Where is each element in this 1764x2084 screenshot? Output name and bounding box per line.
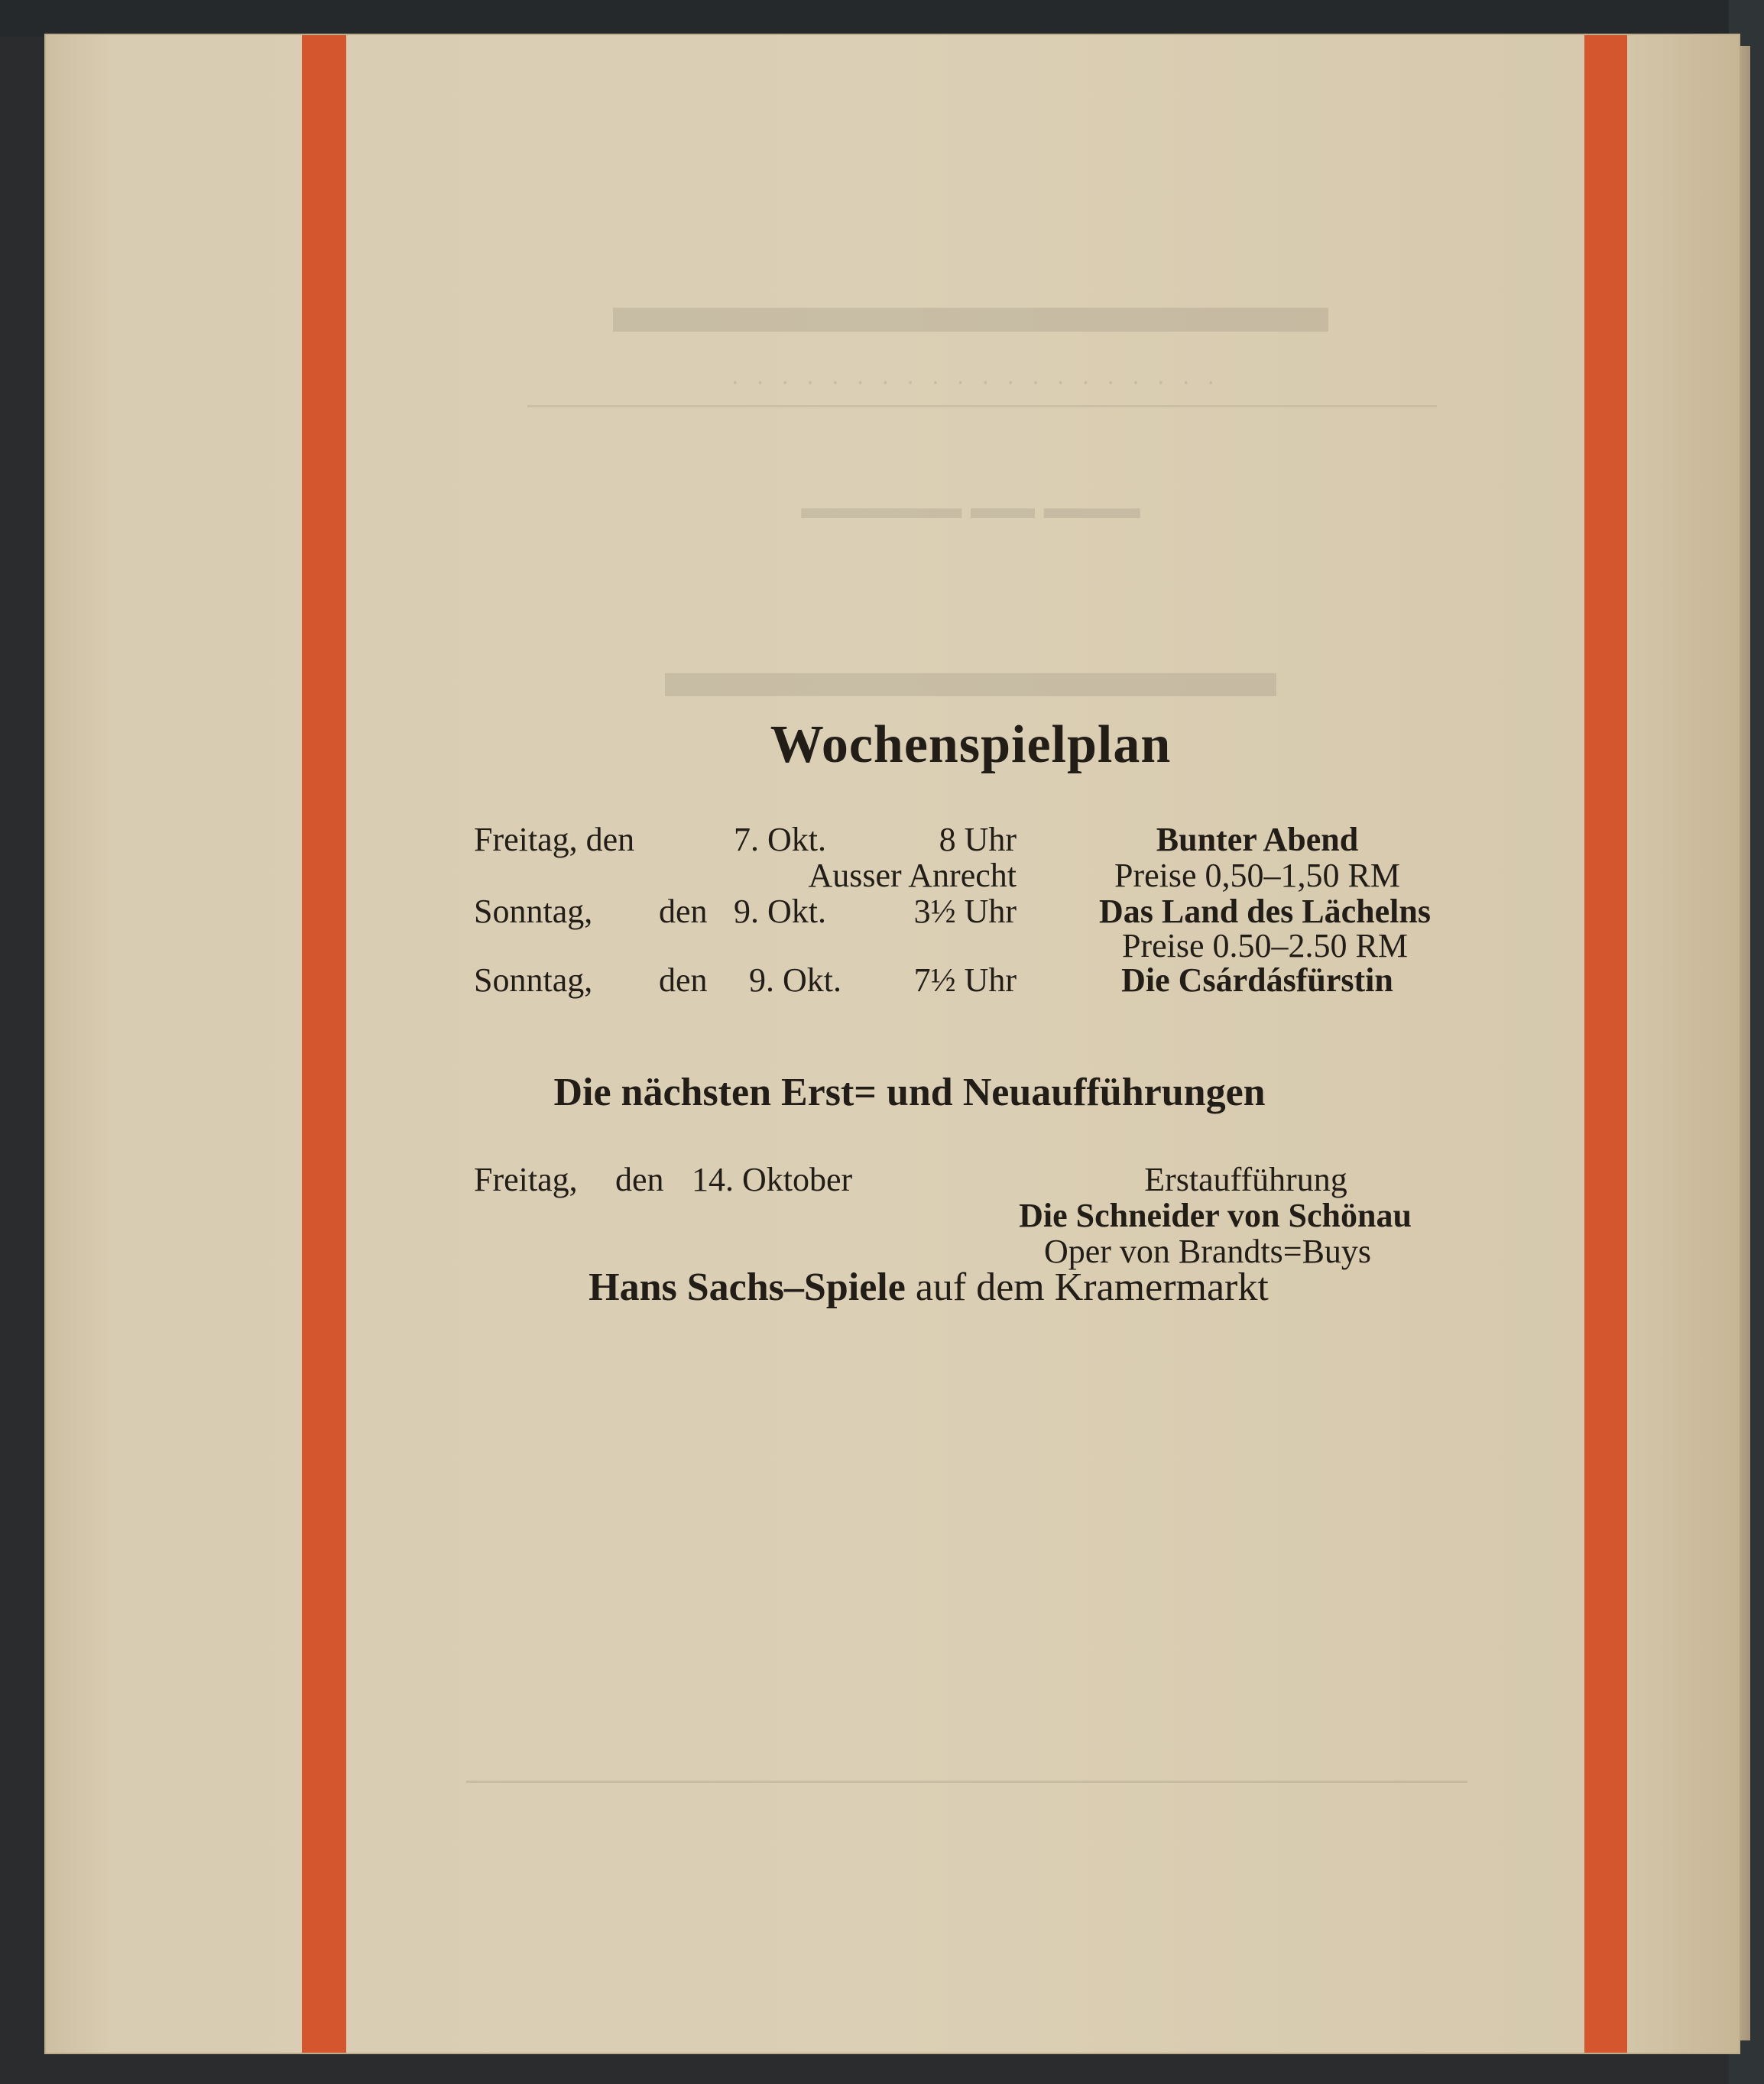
schedule-time: 7½ Uhr	[913, 961, 1017, 999]
schedule-title: Bunter Abend	[1156, 821, 1359, 858]
schedule-date: 9. Okt.	[749, 961, 841, 999]
schedule-time: 8 Uhr	[939, 821, 1017, 858]
schedule-den: den	[659, 961, 708, 999]
schedule-title: Die Csárdásfürstin	[1121, 961, 1393, 999]
schedule-title: Das Land des Lächelns	[1098, 893, 1431, 930]
page-title: Wochenspielplan	[770, 715, 1172, 774]
premiere-day: Freitag,	[474, 1161, 578, 1198]
premiere-date: 14. Oktober	[692, 1161, 853, 1198]
premiere-composer: Oper von Brandts=Buys	[1043, 1233, 1372, 1270]
premiere-title: Die Schneider von Schönau	[1019, 1197, 1412, 1234]
premiere-type: Erstaufführung	[1144, 1161, 1347, 1198]
schedule-prices: Preise 0.50–2.50 RM	[1122, 927, 1408, 964]
closing-rest: auf dem Kramermarkt	[915, 1266, 1269, 1309]
section-heading: Die nächsten Erst= und Neuaufführungen	[553, 1071, 1266, 1114]
schedule-day: Sonntag,	[474, 893, 593, 930]
schedule-note: Ausser Anrecht	[808, 857, 1017, 894]
schedule-time: 3½ Uhr	[913, 893, 1017, 930]
schedule-date: 9. Okt.	[734, 893, 826, 930]
closing-bold: Hans Sachs–Spiele	[589, 1266, 906, 1309]
schedule-day: Freitag, den	[474, 821, 635, 858]
schedule-day: Sonntag,	[474, 961, 593, 999]
closing-line	[489, 1265, 1368, 1310]
schedule-prices: Preise 0,50–1,50 RM	[1114, 857, 1400, 894]
premiere-den: den	[615, 1161, 664, 1198]
schedule-date: 7. Okt.	[734, 821, 826, 858]
schedule-den: den	[659, 893, 708, 930]
